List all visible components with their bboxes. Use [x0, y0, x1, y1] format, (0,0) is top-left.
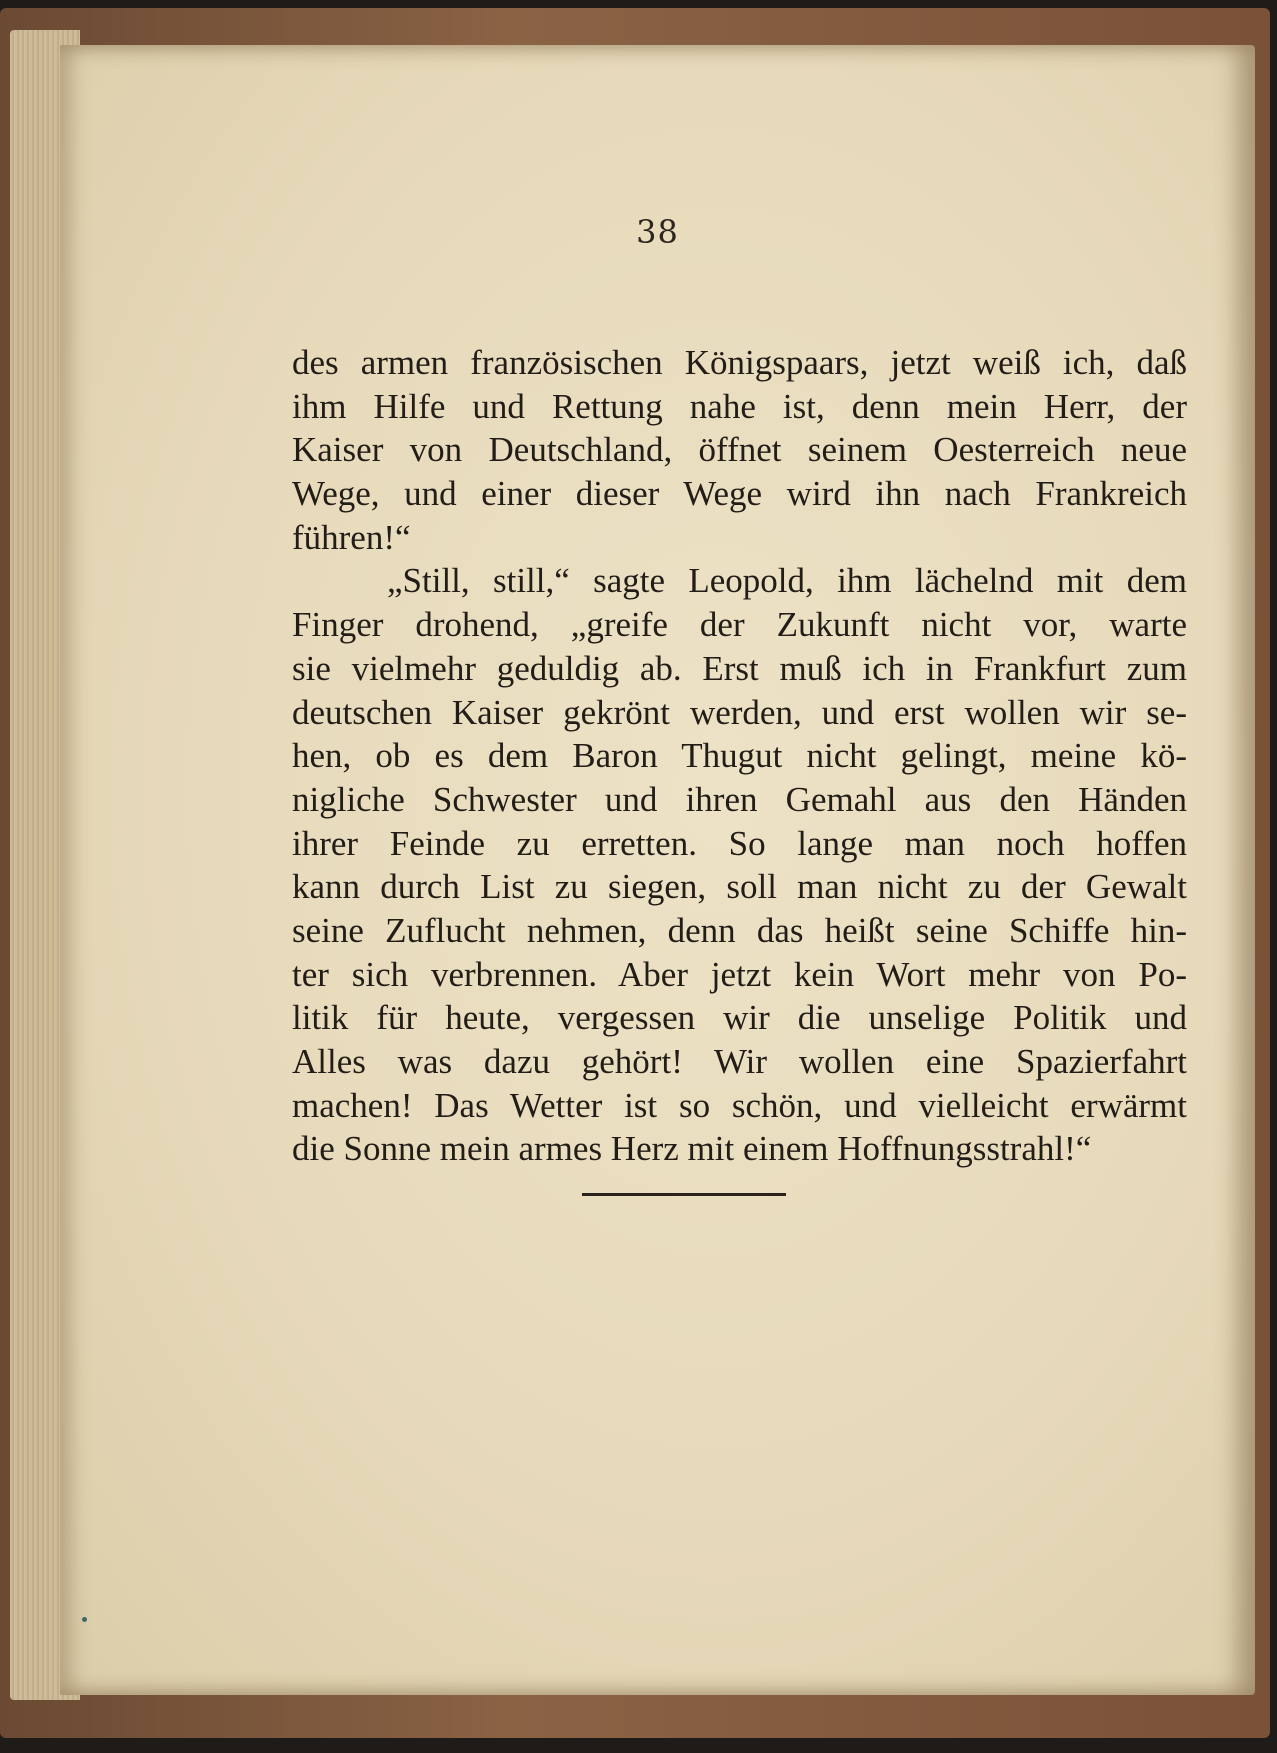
text-line: Finger drohend, „greife der Zukunft nicht vor, warte	[292, 605, 1187, 645]
body-text	[292, 341, 1187, 1171]
text-line: Alles was dazu gehört! Wir wollen eine Spazierfahrt	[292, 1042, 1187, 1081]
text-line: die Sonne mein armes Herz mit einem Hoffnungsstrahl!“	[292, 1129, 1092, 1169]
text-line: „Still, still,“ sagte Leopold, ihm lächelnd mit dem	[387, 561, 1187, 601]
chapter-end-rule	[582, 1193, 786, 1196]
book-page	[60, 45, 1255, 1695]
text-line: deutschen Kaiser gekrönt werden, und erst wollen wir se-	[292, 692, 1187, 732]
text-line: ter sich verbrennen. Aber jetzt kein Wort mehr von Po-	[292, 954, 1187, 994]
text-line: machen! Das Wetter ist so schön, und vielleicht erwärmt	[292, 1085, 1187, 1125]
text-line: Wege, und einer dieser Wege wird ihn nach Frankreich	[292, 474, 1187, 514]
text-line: des armen französischen Königspaars, jetzt weiß ich, daß	[292, 343, 1187, 382]
text-line: Kaiser von Deutschland, öffnet seinem Oesterreich neue	[292, 430, 1187, 470]
text-line: ihrer Feinde zu erretten. So lange man noch hoffen	[292, 823, 1187, 863]
text-line: kann durch List zu siegen, soll man nicht zu der Gewalt	[292, 867, 1187, 907]
text-line: seine Zuflucht nehmen, denn das heißt seine Schiffe hin-	[292, 910, 1187, 950]
text-line: führen!“	[292, 517, 411, 557]
text-line: nigliche Schwester und ihren Gemahl aus den Händen	[292, 779, 1187, 819]
ink-speck	[82, 1617, 87, 1622]
text-line: hen, ob es dem Baron Thugut nicht gelingt, meine kö-	[292, 736, 1187, 776]
page-number: 38	[636, 213, 679, 251]
text-line: sie vielmehr geduldig ab. Erst muß ich in Frankfurt zum	[292, 648, 1187, 688]
text-line: litik für heute, vergessen wir die unselige Politik und	[292, 998, 1187, 1038]
text-line: ihm Hilfe und Rettung nahe ist, denn mein Herr, der	[292, 386, 1187, 426]
